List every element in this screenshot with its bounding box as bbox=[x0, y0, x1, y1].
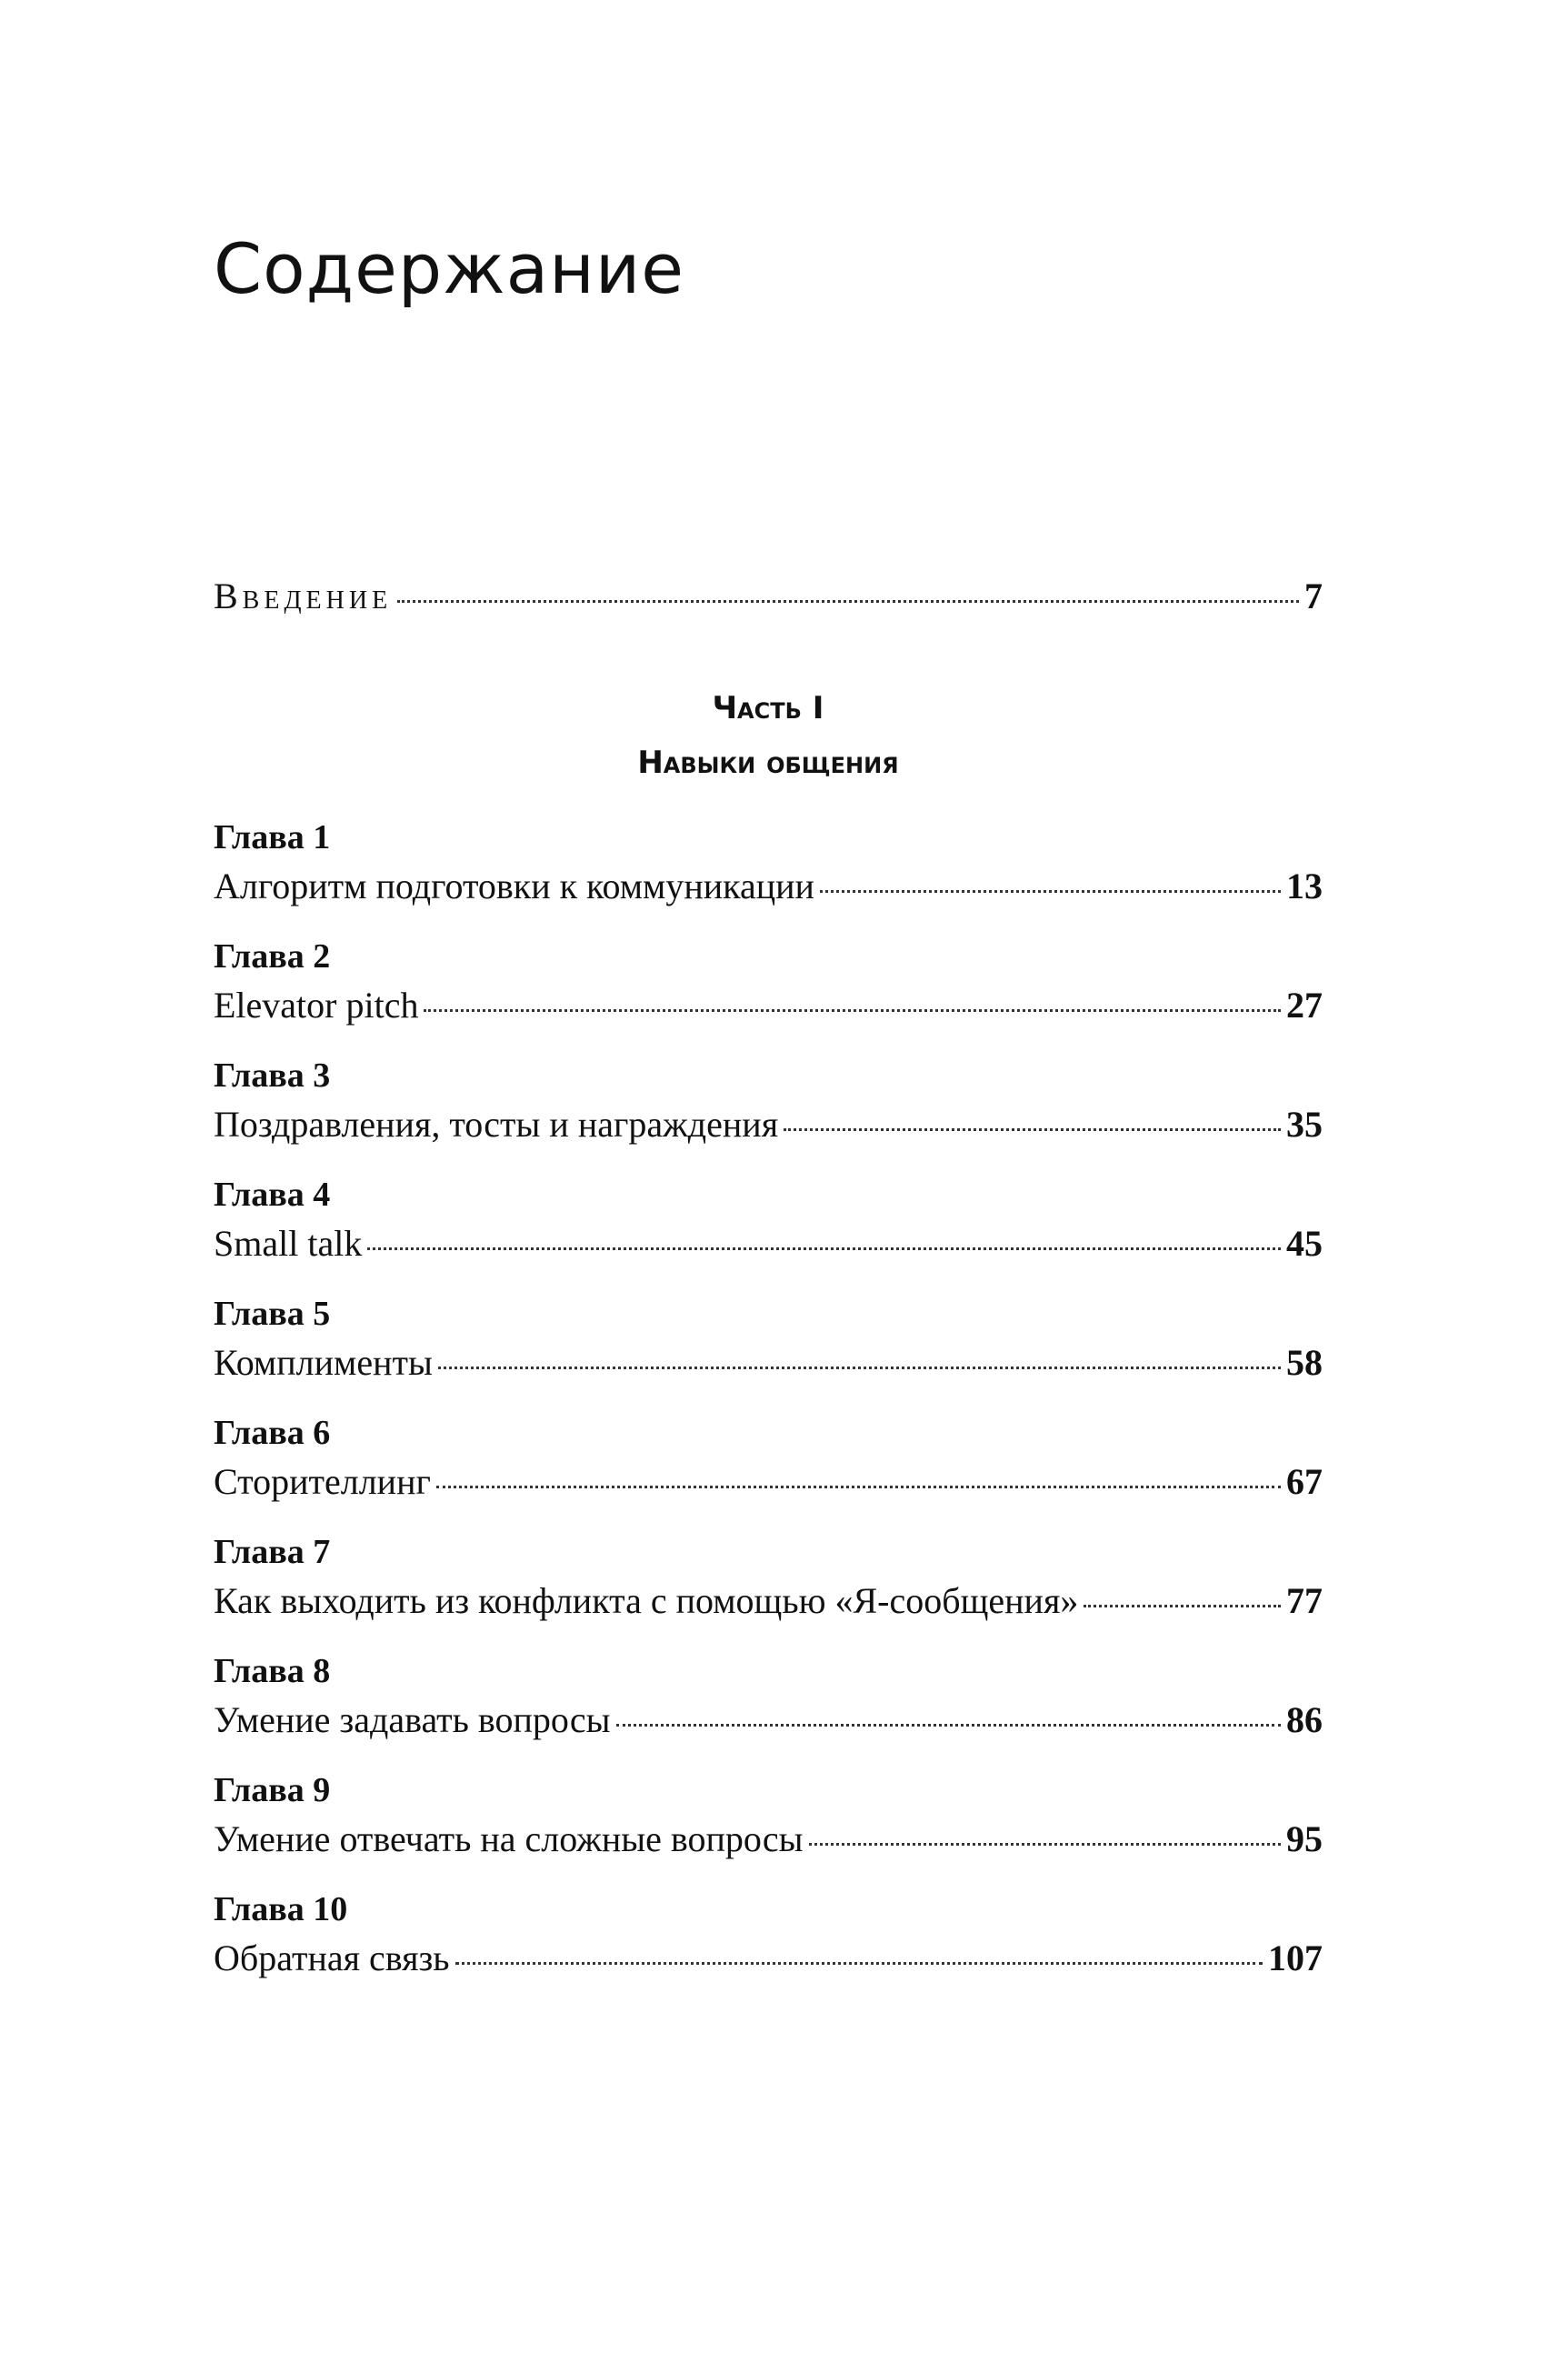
toc-entry-label: Как выходить из конфликта с помощью «Я-сообщения» bbox=[214, 1580, 1079, 1621]
chapter-heading: Глава 7 bbox=[214, 1533, 331, 1571]
toc-entry-chapter-1[interactable] bbox=[214, 868, 1323, 905]
toc-entry-intro[interactable] bbox=[214, 578, 1323, 615]
dot-leader bbox=[455, 1962, 1263, 1965]
toc-entry-chapter-6[interactable] bbox=[214, 1461, 1323, 1502]
toc-entry-label: Elevator pitch bbox=[214, 985, 419, 1026]
toc-entry-label: Комплименты bbox=[214, 1342, 433, 1383]
dot-leader bbox=[1084, 1605, 1281, 1607]
toc-page-number: 58 bbox=[1286, 1342, 1323, 1383]
toc-page-number: 13 bbox=[1286, 866, 1323, 906]
dot-leader bbox=[616, 1724, 1281, 1727]
toc-entry-label: Обратная связь bbox=[214, 1937, 450, 1978]
chapter-heading: Глава 3 bbox=[214, 1056, 331, 1095]
dot-leader bbox=[809, 1843, 1281, 1846]
page-title: Содержание bbox=[214, 228, 684, 309]
dot-leader bbox=[438, 1367, 1281, 1369]
toc-entry-label: Сторителлинг bbox=[214, 1461, 431, 1502]
toc-entry-chapter-8[interactable] bbox=[214, 1699, 1323, 1740]
toc-page-number: 77 bbox=[1286, 1580, 1323, 1621]
toc-entry-chapter-9[interactable] bbox=[214, 1818, 1323, 1859]
chapter-heading: Глава 10 bbox=[214, 1890, 348, 1928]
toc-entry-chapter-4[interactable] bbox=[214, 1223, 1323, 1264]
chapter-heading: Глава 9 bbox=[214, 1771, 331, 1809]
toc-entry-chapter-3[interactable] bbox=[214, 1106, 1323, 1143]
toc-page-number: 86 bbox=[1286, 1699, 1323, 1740]
chapter-heading: Глава 5 bbox=[214, 1295, 331, 1333]
toc-entry-label: Алгоритм подготовки к коммуникации bbox=[214, 866, 814, 906]
chapter-heading: Глава 6 bbox=[214, 1414, 331, 1452]
dot-leader bbox=[367, 1247, 1281, 1250]
toc-entry-label: Поздравления, тосты и награждения bbox=[214, 1104, 779, 1145]
toc-entry-chapter-10[interactable] bbox=[214, 1937, 1323, 1978]
chapter-heading: Глава 4 bbox=[214, 1176, 331, 1214]
dot-leader bbox=[820, 890, 1281, 893]
part-label: Часть I bbox=[712, 690, 824, 726]
dot-leader bbox=[397, 600, 1299, 603]
toc-page-number: 45 bbox=[1286, 1223, 1323, 1264]
toc-entry-chapter-2[interactable] bbox=[214, 987, 1323, 1024]
toc-entry-label: Введение bbox=[214, 576, 393, 616]
toc-page-number: 7 bbox=[1304, 576, 1323, 616]
toc-entry-label: Умение задавать вопросы bbox=[214, 1699, 611, 1740]
toc-page-number: 35 bbox=[1286, 1104, 1323, 1145]
toc-page-number: 27 bbox=[1286, 985, 1323, 1026]
part-title: Навыки общения bbox=[637, 745, 899, 781]
toc-page-number: 95 bbox=[1286, 1818, 1323, 1859]
dot-leader bbox=[424, 1009, 1281, 1012]
toc-entry-chapter-5[interactable] bbox=[214, 1342, 1323, 1383]
toc-entry-label: Умение отвечать на сложные вопросы bbox=[214, 1818, 804, 1859]
chapter-heading: Глава 8 bbox=[214, 1652, 331, 1690]
chapter-heading: Глава 1 bbox=[214, 818, 331, 856]
chapter-heading: Глава 2 bbox=[214, 937, 331, 976]
dot-leader bbox=[784, 1128, 1281, 1131]
toc-entry-label: Small talk bbox=[214, 1223, 363, 1264]
toc-page-number: 107 bbox=[1268, 1937, 1323, 1978]
toc-page-number: 67 bbox=[1286, 1461, 1323, 1502]
toc-entry-chapter-7[interactable] bbox=[214, 1580, 1323, 1621]
dot-leader bbox=[436, 1486, 1281, 1488]
